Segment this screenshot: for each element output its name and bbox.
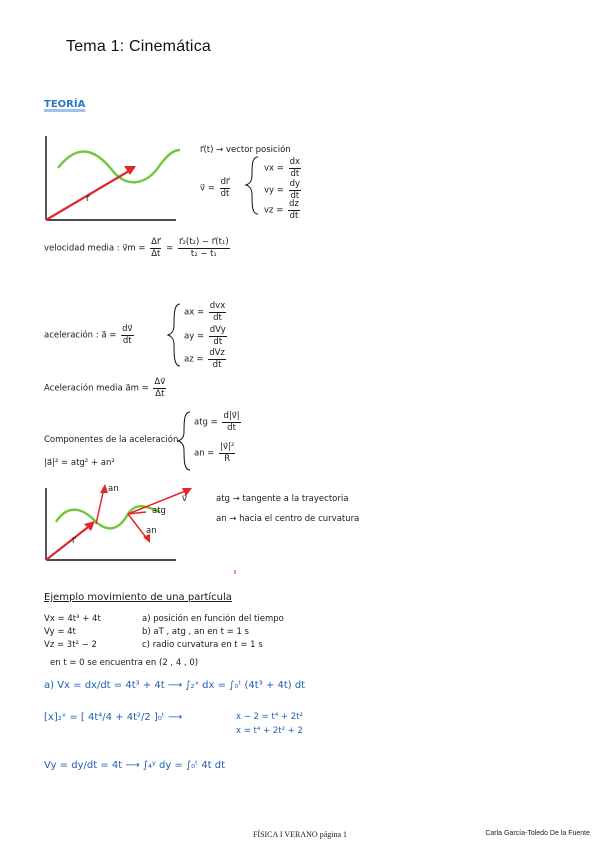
ax-equation: ax = $\frac{\text{dvx}}{dt}$ <box>184 301 226 323</box>
page-footer: FÍSICA I VERANO página 1 <box>252 830 348 839</box>
question-b: b) aT , atg , an en t = 1 s <box>142 627 249 637</box>
acceleration-modulus: |a⃗|² = atg² + an² <box>44 458 115 468</box>
position-vector-1 <box>46 168 134 220</box>
velocity-definition: v⃗ = $\frac{dr⃗}{dt}$ <box>200 177 230 199</box>
position-vector-label: r⃗(t) → vector posición <box>200 145 291 155</box>
author-credit: Carla García-Toledo De la Fuente <box>485 830 590 837</box>
initial-condition: en t = 0 se encuentra en (2 , 4 , 0) <box>50 658 199 668</box>
an-vector-2 <box>128 514 148 540</box>
solution-line-b2: x − 2 = t⁴ + 2t² <box>236 712 303 722</box>
example-title: Ejemplo movimiento de una partícula <box>44 592 232 603</box>
brace-acceleration <box>168 304 180 366</box>
vx-given: Vx = 4t³ + 4t <box>44 614 101 624</box>
position-vector-2 <box>46 524 92 560</box>
solution-line-b3: x = t⁴ + 2t² + 2 <box>236 726 303 736</box>
atg-equation: atg = $\frac{d|v⃗|}{dt}$ <box>194 411 240 433</box>
atg-label: atg <box>152 506 166 516</box>
question-a: a) posición en función del tiempo <box>142 614 284 624</box>
ay-equation: ay = $\frac{\text{dVy}}{dt}$ <box>184 325 226 347</box>
page-title: Tema 1: Cinemática <box>66 38 211 55</box>
an-vector-1 <box>96 488 104 524</box>
vy-given: Vy = 4t <box>44 627 76 637</box>
r-label-2: r⃗ <box>72 536 76 546</box>
trajectory-curve-2 <box>56 506 160 528</box>
atg-legend: atg → tangente a la trayectoria <box>216 494 349 504</box>
acceleration-definition: aceleración : a⃗ = $\frac{dv⃗}{dt}$ <box>44 324 133 346</box>
mean-acceleration-equation: Aceleración media a⃗m = $\frac{\Delta v⃗}{\Delta t}$ <box>44 377 166 399</box>
solution-line-a: a) Vx = dx/dt = 4t³ + 4t ⟶ ∫₂ˣ dx = ∫₀ᵗ (4t³ + 4t) dt <box>44 680 306 691</box>
axes-2 <box>46 488 176 560</box>
vx-equation: vx = $\frac{dx}{dt}$ <box>264 157 301 179</box>
r-label-1: r⃗ <box>86 194 90 204</box>
mean-velocity-equation: velocidad media : v⃗m = $\frac{\Delta r⃗}{\Delta t}$ = $\frac{\text{r⃗₂(t₂) − r⃗(t₁)}}{\text{t₂ − t₁}}$ <box>44 237 229 259</box>
an-label-1: an <box>108 484 119 494</box>
an-equation: an = $\frac{\text{|v⃗|²}}{R}$ <box>194 442 235 464</box>
an-label-2: an <box>146 526 157 536</box>
solution-line-b: [x]₂ˣ = [ 4t⁴/4 + 4t²/2 ]₀ᵗ ⟶ <box>44 712 183 723</box>
brace-components <box>178 412 190 470</box>
vz-given: Vz = 3t² − 2 <box>44 640 97 650</box>
vz-equation: vz = $\frac{dz}{dt}$ <box>264 199 299 221</box>
an-legend: an → hacia el centro de curvatura <box>216 514 360 524</box>
components-label: Componentes de la aceleración <box>44 435 179 445</box>
section-label: TEORÍA <box>44 99 86 110</box>
solution-line-c: Vy = dy/dt = 4t ⟶ ∫₄ʸ dy = ∫₀ᵗ 4t dt <box>44 760 226 771</box>
vy-equation: vy = $\frac{dy}{dt}$ <box>264 179 301 201</box>
az-equation: az = $\frac{\text{dVz}}{dt}$ <box>184 348 225 370</box>
v-label-2: v⃗ <box>182 494 188 504</box>
brace-velocity <box>246 157 258 214</box>
question-c: c) radio curvatura en t = 1 s <box>142 640 263 650</box>
